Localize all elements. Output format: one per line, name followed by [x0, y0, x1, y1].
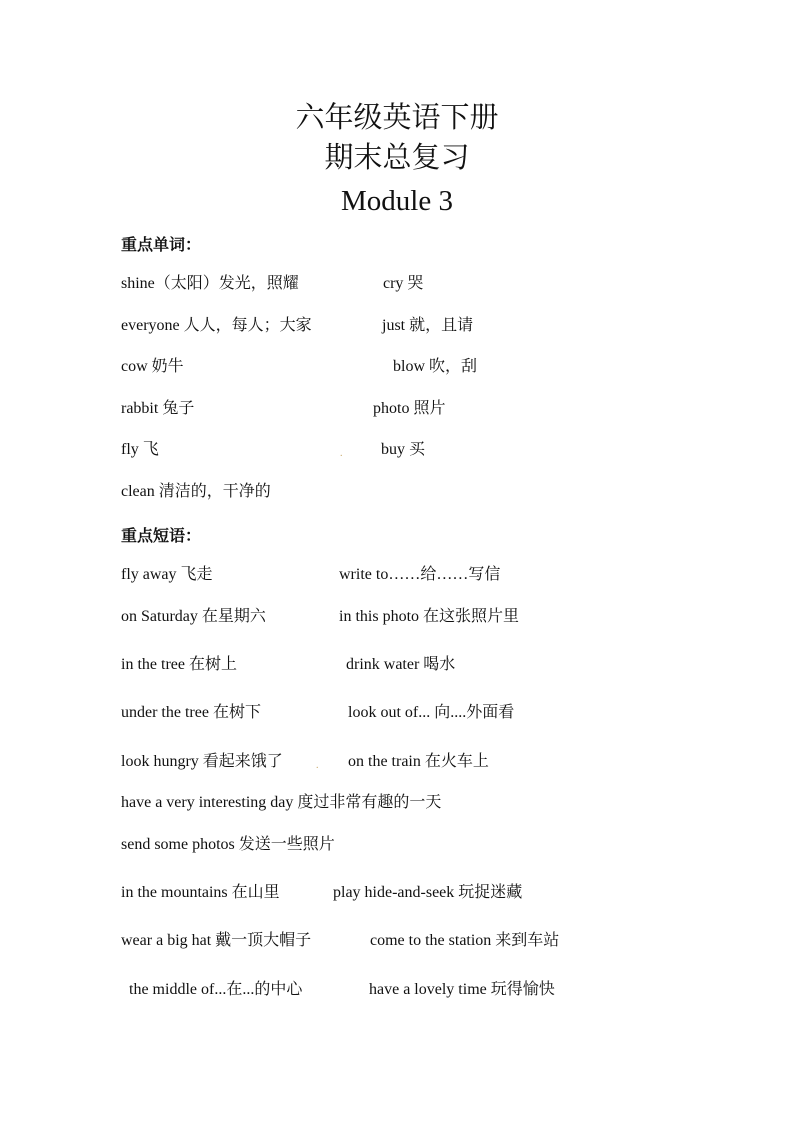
- word-item: blow 吹，刮: [393, 358, 478, 375]
- word-item: clean 清洁的，干净的: [121, 483, 271, 500]
- document-subtitle: 期末总复习: [324, 142, 470, 174]
- stray-dot: .: [340, 448, 343, 459]
- phrase-item: wear a big hat 戴一顶大帽子: [121, 932, 312, 949]
- word-item: shine（太阳）发光，照耀: [121, 275, 299, 292]
- phrase-item: in the tree 在树上: [121, 656, 237, 673]
- phrase-item: in the mountains 在山里: [121, 884, 280, 901]
- word-item: cow 奶牛: [121, 358, 184, 375]
- word-item: photo 照片: [373, 400, 446, 417]
- word-item: rabbit 兔子: [121, 400, 195, 417]
- phrase-item: have a lovely time 玩得愉快: [369, 981, 555, 998]
- phrase-item: send some photos 发送一些照片: [121, 836, 335, 853]
- document-title: 六年级英语下册: [295, 102, 499, 134]
- word-item: everyone 人人，每人；大家: [121, 317, 312, 334]
- phrase-item: look out of... 向....外面看: [348, 704, 515, 721]
- phrase-item: come to the station 来到车站: [370, 932, 560, 949]
- key-words-heading: 重点单词：: [121, 235, 202, 254]
- phrase-item: under the tree 在树下: [121, 704, 261, 721]
- phrase-item: in this photo 在这张照片里: [339, 608, 520, 625]
- phrase-item: fly away 飞走: [121, 566, 213, 583]
- phrase-item: on the train 在火车上: [348, 753, 489, 770]
- phrase-item: write to……给……写信: [339, 566, 501, 583]
- phrase-item: the middle of...在...的中心: [129, 981, 303, 998]
- phrase-item: play hide-and-seek 玩捉迷藏: [333, 884, 523, 901]
- module-title: Module 3: [341, 185, 453, 217]
- phrase-item: on Saturday 在星期六: [121, 608, 266, 625]
- stray-dot: .: [316, 760, 319, 771]
- word-item: buy 买: [381, 441, 426, 458]
- phrase-item: look hungry 看起来饿了: [121, 753, 283, 770]
- word-item: cry 哭: [383, 275, 424, 292]
- key-phrases-heading: 重点短语：: [121, 526, 202, 545]
- word-item: fly 飞: [121, 441, 159, 458]
- phrase-item: have a very interesting day 度过非常有趣的一天: [121, 794, 442, 811]
- phrase-item: drink water 喝水: [346, 656, 456, 673]
- word-item: just 就，且请: [382, 317, 474, 334]
